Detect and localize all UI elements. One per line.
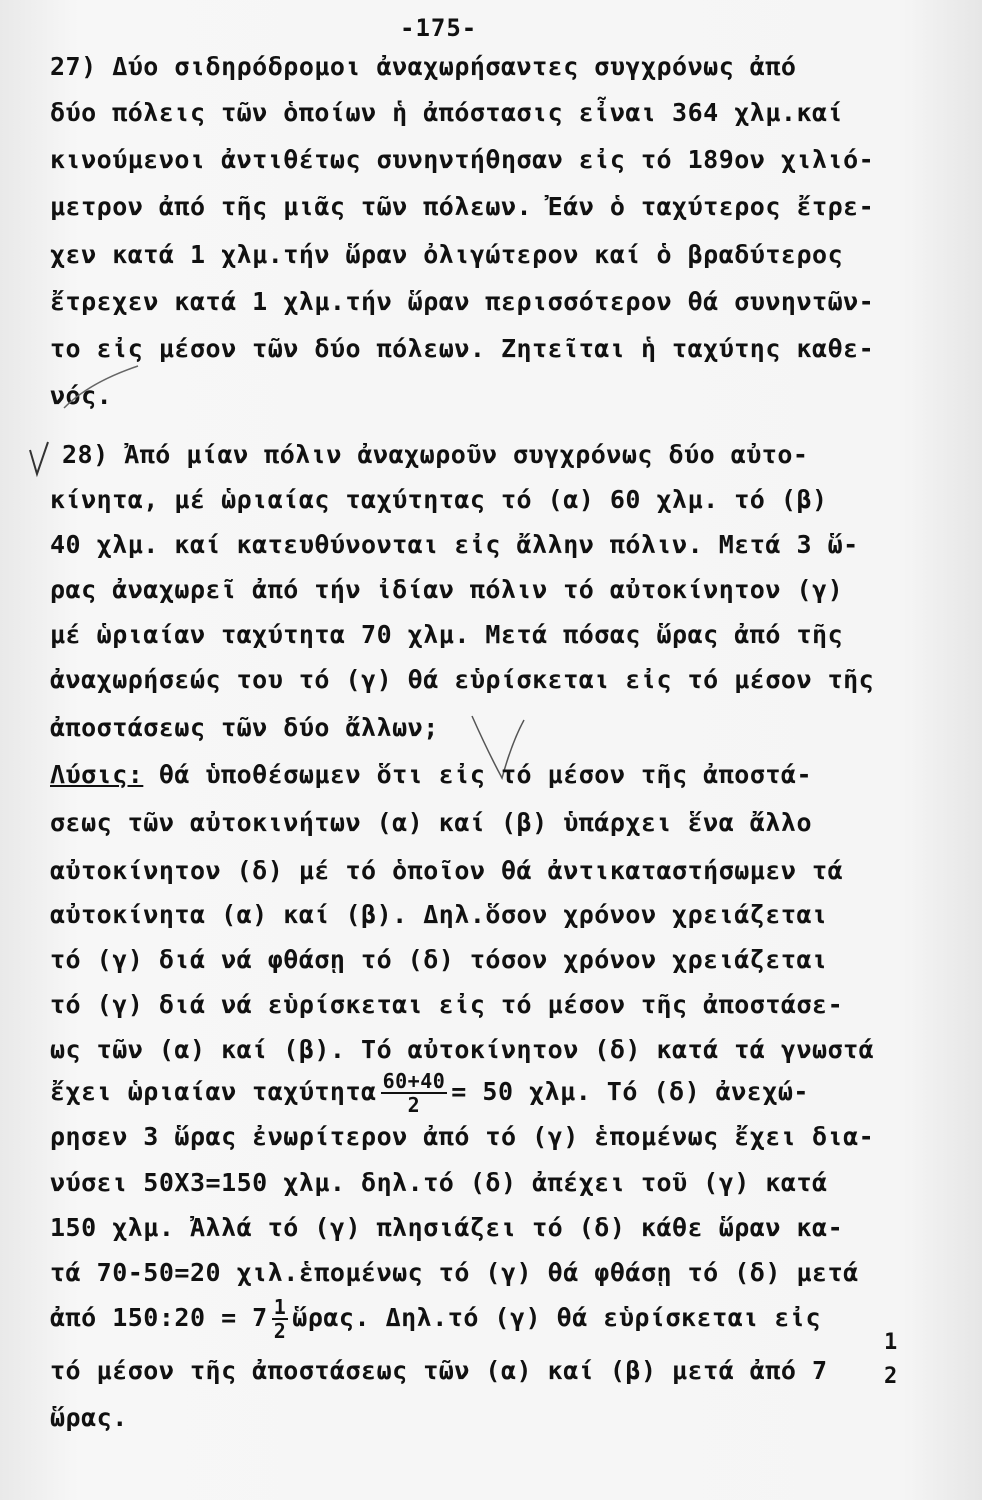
text-line: ὥρας. (50, 1403, 128, 1432)
text-line: ρας ἀναχωρεῖ ἀπό τήν ἰδίαν πόλιν τό αὐτοκίνητον (γ) (50, 575, 844, 604)
text-line: 28) Ἀπό μίαν πόλιν ἀναχωροῦν συγχρόνως δύο αὐτο- (62, 440, 809, 469)
text-line: μέ ὡριαίαν ταχύτητα 70 χλμ. Μετά πόσας ὥρας ἀπό τῆς (50, 620, 844, 649)
text-fragment: ἔχει ὡριαίαν ταχύτητα (50, 1077, 377, 1106)
fraction-numerator: 60+40 (382, 1069, 446, 1093)
text-line: σεως τῶν αὐτοκινήτων (α) καί (β) ὑπάρχει ἕνα ἄλλο (50, 808, 813, 837)
text-line: το εἰς μέσον τῶν δύο πόλεων. Ζητεῖται ἡ ταχύτης καθε- (50, 334, 875, 363)
fraction-denominator: 2 (884, 1364, 898, 1389)
text-line: δύο πόλεις τῶν ὁποίων ἡ ἀπόστασις εἶναι 364 χλμ.καί (50, 98, 844, 127)
text-line: ἀναχωρήσεώς του τό (γ) θά εὑρίσκεται εἰς τό μέσον τῆς (50, 665, 875, 694)
text-fragment: ἀπό 150:20 = 7 (50, 1303, 268, 1332)
text-line: τό μέσον τῆς ἀποστάσεως τῶν (α) καί (β) μετά ἀπό 7 (50, 1356, 828, 1385)
text-line: τά 70-50=20 χιλ.ἑπομένως τό (γ) θά φθάσῃ τό (δ) μετά (50, 1258, 859, 1287)
fraction-numerator: 1 (884, 1330, 898, 1355)
text-fragment: ὥρας. Δηλ.τό (γ) θά εὑρίσκεται εἰς (292, 1303, 822, 1332)
text-line: ρησεν 3 ὥρας ἐνωρίτερον ἀπό τό (γ) ἑπομένως ἔχει δια- (50, 1122, 875, 1151)
text-line: μετρον ἀπό τῆς μιᾶς τῶν πόλεων. Ἐάν ὁ ταχύτερος ἔτρε- (50, 192, 875, 221)
text-line: ως τῶν (α) καί (β). Τό αὐτοκίνητον (δ) κατά τά γνωστά (50, 1035, 875, 1064)
text-line: αὐτοκίνητον (δ) μέ τό ὁποῖον θά ἀντικαταστήσωμεν τά (50, 856, 844, 885)
text-line-with-fraction (50, 1296, 821, 1342)
text-fragment: θά ὑποθέσωμεν ὅτι εἰς τό μέσον τῆς ἀποστά- (158, 760, 813, 789)
text-line: 40 χλμ. καί κατευθύνονται εἰς ἄλλην πόλιν. Μετά 3 ὥ- (50, 530, 859, 559)
fraction-numerator: 1 (273, 1295, 287, 1319)
fraction-denominator: 2 (407, 1093, 421, 1117)
fraction (381, 1070, 448, 1116)
text-line: αὐτοκίνητα (α) καί (β). Δηλ.ὅσον χρόνον χρειάζεται (50, 900, 828, 929)
text-line: 27) Δύο σιδηρόδρομοι ἀναχωρήσαντες συγχρόνως ἀπό (50, 52, 797, 81)
fraction (272, 1296, 289, 1342)
check-mark-icon (28, 440, 50, 478)
text-line-with-fraction (50, 1070, 809, 1116)
text-line: 150 χλμ. Ἀλλά τό (γ) πλησιάζει τό (δ) κάθε ὥραν κα- (50, 1213, 844, 1242)
text-line: νός. (50, 381, 113, 410)
text-line: κίνητα, μέ ὡριαίας ταχύτητας τό (α) 60 χλμ. τό (β) (50, 485, 828, 514)
pencil-mark (60, 362, 140, 412)
text-line: χεν κατά 1 χλμ.τήν ὥραν ὀλιγώτερον καί ὁ βραδύτερος (50, 240, 844, 269)
solution-heading: Λύσις: (50, 760, 144, 789)
text-fragment: = 50 χλμ. Τό (δ) ἀνεχώ- (451, 1077, 809, 1106)
text-line: ἔτρεχεν κατά 1 χλμ.τήν ὥραν περισσότερον θά συνηντῶν- (50, 287, 875, 316)
fraction-denominator: 2 (273, 1319, 287, 1343)
text-line: κινούμενοι ἀντιθέτως συνηντήθησαν εἰς τό 189ον χιλιό- (50, 145, 875, 174)
margin-fraction (884, 1326, 897, 1394)
text-line: ἀποστάσεως τῶν δύο ἄλλων; (50, 713, 439, 742)
page-number: -175- (400, 14, 478, 42)
text-line: τό (γ) διά νά φθάσῃ τό (δ) τόσον χρόνον χρειάζεται (50, 945, 828, 974)
text-line: νύσει 50Χ3=150 χλμ. δηλ.τό (δ) ἀπέχει τοῦ (γ) κατά (50, 1168, 828, 1197)
solution-line (50, 760, 812, 789)
text-line: τό (γ) διά νά εὑρίσκεται εἰς τό μέσον τῆς ἀποστάσε- (50, 990, 844, 1019)
